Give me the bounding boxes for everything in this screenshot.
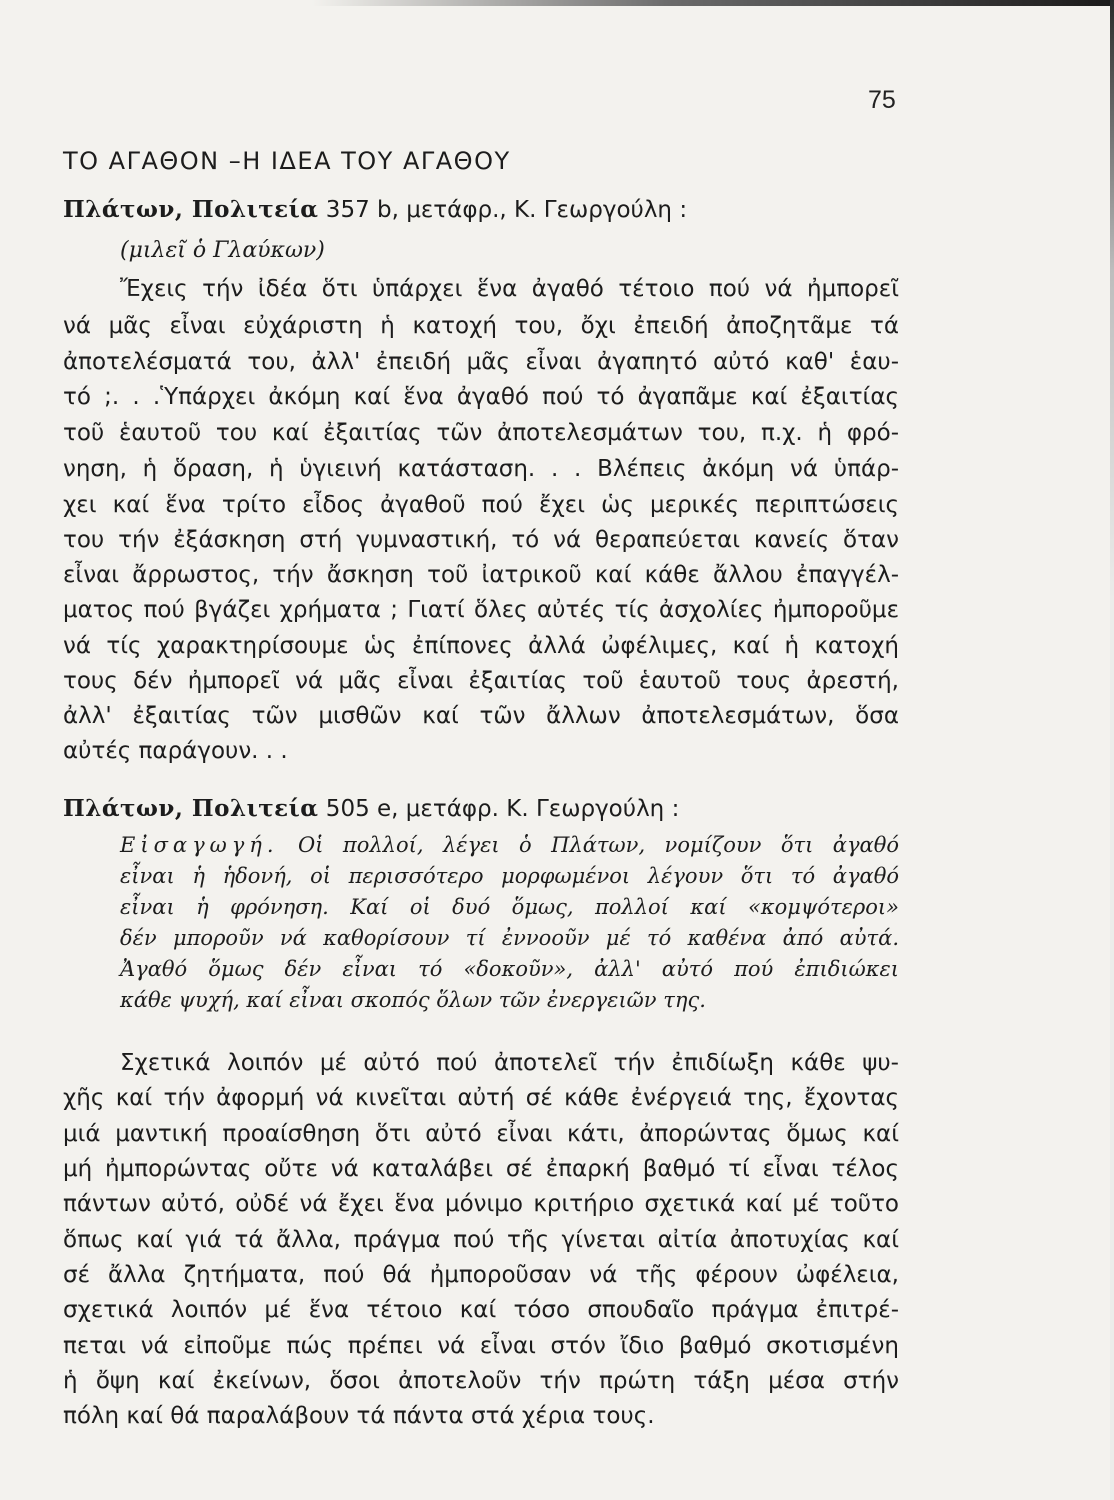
source-1-reference: 357 b, μετάφρ., Κ. Γεωργούλη :: [318, 197, 688, 223]
para1-line: τοῦ ἑαυτοῦ του καί ἐξαιτίας τῶν ἀποτελεσμάτων του, π.χ. ἡ φρό-: [63, 420, 899, 446]
para1-line: τό ;. . .Ὑπάρχει ἀκόμη καί ἕνα ἀγαθό πού τό ἀγαπᾶμε καί ἐξαιτίας: [63, 384, 899, 410]
page-number: 75: [868, 86, 896, 114]
para2-line: πάντων αὐτό, οὐδέ νά ἔχει ἕνα μόνιμο κριτήριο σχετικά καί μέ τοῦτο: [63, 1191, 899, 1217]
source-citation-1: [63, 196, 687, 223]
para2-line: Σχετικά λοιπόν μέ αὐτό πού ἀποτελεῖ τήν ἐπιδίωξη κάθε ψυ-: [120, 1050, 899, 1076]
source-2-reference: 505 e, μετάφρ. Κ. Γεωργούλη :: [318, 796, 680, 822]
source-2-author: Πλάτων, Πολιτεία: [63, 795, 319, 822]
para2-line: σέ ἄλλα ζητήματα, πού θά ἠμποροῦσαν νά τῆς φέρουν ὠφέλεια,: [63, 1262, 899, 1288]
para1-line: ἀλλ' ἐξαιτίας τῶν μισθῶν καί τῶν ἄλλων ἀποτελεσμάτων, ὅσα: [63, 703, 899, 729]
para1-line: νά μᾶς εἶναι εὐχάριστη ἡ κατοχή του, ὄχι ἐπειδή ἀποζητᾶμε τά: [63, 313, 899, 339]
intro-line: εἶναι ἡ ἡδονή, οἱ περισσότερο μορφωμένοι λέγουν ὅτι τό ἀγαθό: [120, 864, 899, 888]
para2-line: μιά μαντική προαίσθηση ὅτι αὐτό εἶναι κάτι, ἀπορώντας ὅμως καί: [63, 1121, 899, 1147]
intro-text: Οἱ πολλοί, λέγει ὁ Πλάτων, νομίζουν ὅτι ἀγαθό: [278, 833, 899, 857]
para1-line: νηση, ἡ ὅραση, ἡ ὑγιεινή κατάσταση. . . Βλέπεις ἀκόμη νά ὑπάρ-: [63, 456, 899, 482]
intro-line: [120, 833, 899, 857]
section-title: ΤΟ ΑΓΑΘΟΝ –Η ΙΔΕΑ ΤΟΥ ΑΓΑΘΟΥ: [63, 147, 511, 175]
source-1-author: Πλάτων, Πολιτεία: [63, 196, 319, 223]
intro-line: Ἀγαθό ὅμως δέν εἶναι τό «δοκοῦν», ἀλλ' αὐτό πού ἐπιδιώκει: [120, 957, 899, 981]
intro-line: εἶναι ἡ φρόνηση. Καί οἱ δυό ὅμως, πολλοί καί «κομψότεροι»: [120, 895, 899, 919]
para2-line: ὅπως καί γιά τά ἄλλα, πράγμα πού τῆς γίνεται αἰτία ἀποτυχίας καί: [63, 1227, 899, 1253]
para1-line: ματος πού βγάζει χρήματα ; Γιατί ὅλες αὐτές τίς ἀσχολίες ἠμποροῦμε: [63, 597, 899, 623]
para1-line: ἀποτελέσματά του, ἀλλ' ἐπειδή μᾶς εἶναι ἀγαπητό αὐτό καθ' ἑαυ-: [63, 349, 899, 375]
scan-edge-top: [0, 0, 1114, 6]
source-citation-2: [63, 795, 679, 822]
para1-line: νά τίς χαρακτηρίσουμε ὡς ἐπίπονες ἀλλά ὠφέλιμες, καί ἡ κατοχή: [63, 633, 899, 659]
para2-line: χῆς καί τήν ἀφορμή νά κινεῖται αὐτή σέ κάθε ἐνέργειά της, ἔχοντας: [63, 1085, 899, 1111]
para1-line: τους δέν ἠμπορεῖ νά μᾶς εἶναι ἐξαιτίας τοῦ ἑαυτοῦ τους ἀρεστή,: [63, 668, 899, 694]
scan-edge-right: [1110, 0, 1114, 1500]
para2-line: πεται νά εἰποῦμε πώς πρέπει νά εἶναι στόν ἴδιο βαθμό σκοτισμένη: [63, 1333, 899, 1359]
para2-line: μή ἠμπορώντας οὔτε νά καταλάβει σέ ἐπαρκή βαθμό τί εἶναι τέλος: [63, 1156, 899, 1182]
para1-line: εἶναι ἄρρωστος, τήν ἄσκηση τοῦ ἰατρικοῦ καί κάθε ἄλλου ἐπαγγέλ-: [63, 562, 899, 588]
para2-line: ἡ ὄψη καί ἐκείνων, ὅσοι ἀποτελοῦν τήν πρώτη τάξη μέσα στήν: [63, 1368, 899, 1394]
intro-line: κάθε ψυχή, καί εἶναι σκοπός ὅλων τῶν ἐνεργειῶν της.: [120, 988, 706, 1012]
para2-line: σχετικά λοιπόν μέ ἕνα τέτοιο καί τόσο σπουδαῖο πράγμα ἐπιτρέ-: [63, 1297, 899, 1323]
intro-line: δέν μποροῦν νά καθορίσουν τί ἐννοοῦν μέ τό καθένα ἀπό αὐτά.: [120, 926, 899, 950]
para1-line: του τήν ἐξάσκηση στή γυμναστική, τό νά θεραπεύεται κανείς ὅταν: [63, 527, 899, 553]
intro-label: Εἰσαγωγή.: [120, 833, 279, 857]
para1-line: χει καί ἕνα τρίτο εἶδος ἀγαθοῦ πού ἔχει ὡς μερικές περιπτώσεις: [63, 492, 899, 518]
speaker-note: (μιλεῖ ὁ Γλαύκων): [120, 238, 325, 263]
para2-line: πόλη καί θά παραλάβουν τά πάντα στά χέρια τους.: [63, 1403, 655, 1429]
para1-line: αὐτές παράγουν. . .: [63, 738, 288, 764]
para1-line: Ἔχεις τήν ἰδέα ὅτι ὑπάρχει ἕνα ἀγαθό τέτοιο πού νά ἠμπορεῖ: [120, 276, 899, 302]
